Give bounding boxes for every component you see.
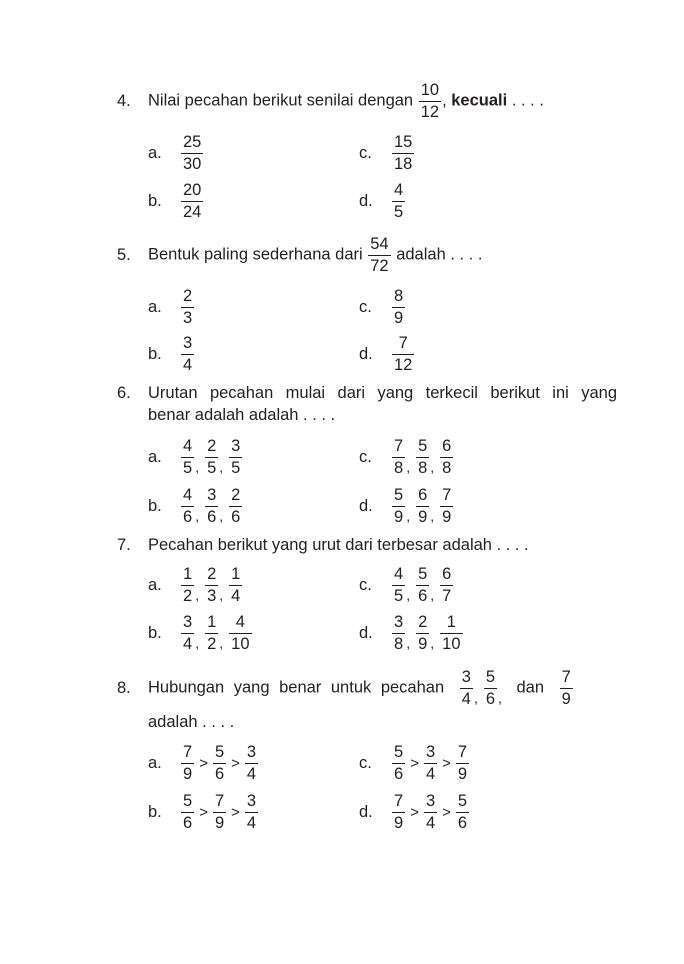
fraction: $\frac{3}{4}$: [425, 743, 436, 783]
option-8a[interactable]: a. $\frac{7}{9}$ > $\frac{5}{6}$ > $\frac{3}{4}$: [148, 743, 257, 783]
fraction: $\frac{25}{30}$: [183, 133, 202, 173]
option-7a[interactable]: a. $\frac{1}{2}$ , $\frac{2}{3}$ , $\frac{1}{4}$: [148, 565, 241, 605]
fraction: $\frac{3}{8}$: [394, 613, 404, 653]
option-8d[interactable]: d. $\frac{7}{9}$ > $\frac{3}{4}$ > $\frac{5}{6}$: [359, 792, 468, 832]
option-5b[interactable]: b. $\frac{3}{4}$: [148, 334, 193, 374]
fraction: $\frac{4}{5}$: [394, 181, 404, 221]
fraction: $\frac{7}{12}$: [394, 334, 413, 374]
fraction: $\frac{5}{6}$: [214, 743, 225, 783]
fraction: $\frac{2}{3}$: [183, 287, 193, 327]
fraction: $\frac{3}{4}$: [183, 613, 193, 653]
fraction: $\frac{1}{10}$: [442, 613, 461, 653]
question-number: 6.: [117, 384, 131, 402]
option-7d[interactable]: d. $\frac{3}{8}$ , $\frac{2}{9}$ , $\frac{1}{10}$: [359, 613, 461, 653]
option-7b[interactable]: b. $\frac{3}{4}$ , $\frac{1}{2}$ , $\frac{4}{10}$: [148, 613, 250, 653]
fraction: $\frac{3}{5}$: [231, 437, 241, 477]
fraction: $\frac{2}{6}$: [231, 486, 241, 526]
question-text-line2: benar adalah adalah . . . .: [148, 406, 336, 424]
option-6a[interactable]: a. $\frac{4}{5}$ , $\frac{2}{5}$ , $\frac{3}{5}$: [148, 437, 241, 477]
fraction: $\frac{54}{72}$: [370, 235, 389, 275]
question-number: 7.: [117, 536, 131, 554]
question-number: 8.: [117, 679, 131, 697]
fraction: $\frac{4}{6}$: [183, 486, 193, 526]
fraction: $\frac{7}{9}$: [183, 743, 193, 783]
fraction: $\frac{3}{4}$: [183, 334, 193, 374]
option-8c[interactable]: c. $\frac{5}{6}$ > $\frac{3}{4}$ > $\frac{7}{9}$: [359, 743, 468, 783]
fraction: $\frac{1}{2}$: [207, 613, 217, 653]
fraction: $\frac{5}{6}$: [457, 792, 468, 832]
fraction: $\frac{5}{6}$: [418, 565, 428, 605]
option-8b[interactable]: b. $\frac{5}{6}$ > $\frac{7}{9}$ > $\frac{3}{4}$: [148, 792, 257, 832]
option-5c[interactable]: c. $\frac{8}{9}$: [359, 287, 404, 327]
fraction: $\frac{5}{8}$: [418, 437, 428, 477]
option-5d[interactable]: d. $\frac{7}{12}$: [359, 334, 413, 374]
fraction: $\frac{4}{10}$: [231, 613, 250, 653]
option-6c[interactable]: c. $\frac{7}{8}$ , $\frac{5}{8}$ , $\frac{6}{8}$: [359, 437, 452, 477]
fraction: $\frac{2}{3}$: [207, 565, 217, 605]
fraction: $\frac{4}{5}$: [183, 437, 193, 477]
fraction: $\frac{7}{8}$: [394, 437, 404, 477]
question-text: Hubungan yang benar untuk pecahan $\frac{3}{4}$ , $\frac{5}{6}$ , dan $\frac{7}{9}$: [148, 668, 571, 708]
option-4c[interactable]: c. $\frac{15}{18}$: [359, 133, 413, 173]
fraction: $\frac{3}{4}$: [461, 668, 471, 708]
fraction: $\frac{5}{9}$: [394, 486, 404, 526]
fraction: $\frac{6}{7}$: [442, 565, 452, 605]
question-text-line1: Urutan pecahan mulai dari yang terkecil berikut ini yang: [148, 384, 617, 402]
fraction: $\frac{7}{9}$: [394, 792, 404, 832]
fraction: $\frac{5}{6}$: [394, 743, 404, 783]
fraction: $\frac{3}{6}$: [207, 486, 217, 526]
fraction: $\frac{2}{5}$: [207, 437, 217, 477]
option-4d[interactable]: d. $\frac{4}{5}$: [359, 181, 404, 221]
question-number: 5.: [117, 246, 131, 264]
fraction: $\frac{3}{4}$: [246, 792, 257, 832]
fraction: $\frac{7}{9}$: [442, 486, 452, 526]
fraction: $\frac{2}{9}$: [418, 613, 428, 653]
option-5a[interactable]: a. $\frac{2}{3}$: [148, 287, 193, 327]
fraction: $\frac{3}{4}$: [246, 743, 257, 783]
fraction: $\frac{1}{4}$: [231, 565, 241, 605]
option-7c[interactable]: c. $\frac{4}{5}$ , $\frac{5}{6}$ , $\frac{6}{7}$: [359, 565, 452, 605]
fraction: $\frac{7}{9}$: [214, 792, 225, 832]
fraction: $\frac{4}{5}$: [394, 565, 404, 605]
fraction: $\frac{3}{4}$: [425, 792, 436, 832]
option-4b[interactable]: b. $\frac{20}{24}$: [148, 181, 202, 221]
option-6d[interactable]: d. $\frac{5}{9}$ , $\frac{6}{9}$ , $\frac{7}{9}$: [359, 486, 452, 526]
fraction: $\frac{5}{6}$: [183, 792, 193, 832]
fraction: $\frac{15}{18}$: [394, 133, 413, 173]
fraction: $\frac{7}{9}$: [561, 668, 571, 708]
fraction: $\frac{7}{9}$: [457, 743, 468, 783]
fraction: $\frac{20}{24}$: [183, 181, 202, 221]
fraction: $\frac{6}{8}$: [442, 437, 452, 477]
fraction: $\frac{10}{12}$: [420, 81, 440, 121]
question-number: 4.: [117, 92, 131, 110]
fraction: $\frac{1}{2}$: [183, 565, 193, 605]
option-4a[interactable]: a. $\frac{25}{30}$: [148, 133, 202, 173]
fraction: $\frac{6}{9}$: [418, 486, 428, 526]
question-text: Pecahan berikut yang urut dari terbesar adalah . . . .: [148, 536, 529, 554]
fraction: $\frac{8}{9}$: [394, 287, 404, 327]
fraction: $\frac{5}{6}$: [485, 668, 496, 708]
question-text-line2: adalah . . . .: [148, 713, 235, 731]
question-text: Nilai pecahan berikut senilai dengan $\frac{10}{12}$ , kecuali . . . .: [148, 81, 544, 121]
question-text: Bentuk paling sederhana dari $\frac{54}{72}$ adalah . . . .: [148, 235, 483, 275]
option-6b[interactable]: b. $\frac{4}{6}$ , $\frac{3}{6}$ , $\frac{2}{6}$: [148, 486, 241, 526]
